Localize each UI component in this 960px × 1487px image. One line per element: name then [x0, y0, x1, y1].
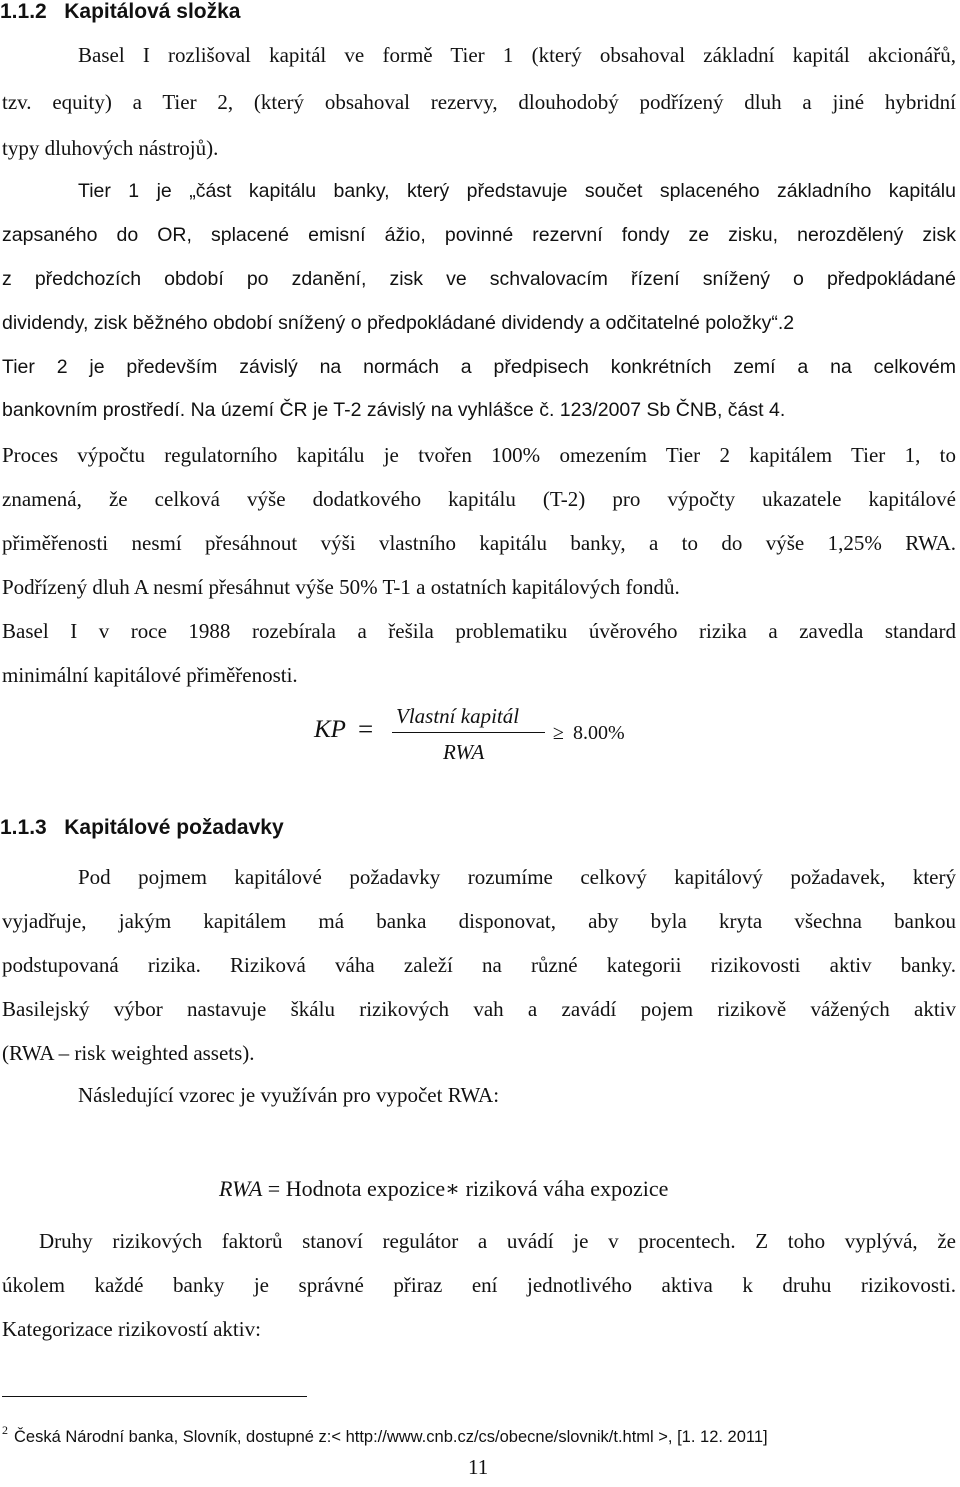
paragraph-line: typy dluhových nástrojů).	[2, 136, 219, 160]
page-number: 11	[468, 1455, 489, 1479]
paragraph-line: vyjadřuje, jakým kapitálem má banka disponovat, aby byla kryta všechna bankou	[2, 909, 956, 933]
formula-lhs: KP	[314, 716, 346, 743]
paragraph-line: podstupovaná rizika. Riziková váha zaleží na různé kategorii rizikovosti aktiv banky.	[2, 953, 956, 977]
formula-equals: =	[358, 714, 374, 744]
formula-term-b: riziková váha expozice	[465, 1176, 669, 1201]
paragraph-line: Basel I rozlišoval kapitál ve formě Tier 1 (který obsahoval základní kapitál akcionářů,	[78, 43, 956, 67]
paragraph-line: dividendy, zisk běžného období snížený o předpokládané dividendy a odčitatelné položky“.2	[2, 312, 795, 334]
paragraph-line: bankovním prostředí. Na území ČR je T-2 závislý na vyhlášce č. 123/2007 Sb ČNB, část 4.	[2, 399, 786, 421]
section-number: 1.1.2	[0, 0, 47, 23]
paragraph-line: Kategorizace rizikovostí aktiv:	[2, 1317, 261, 1341]
paragraph-line: znamená, že celková výše dodatkového kapitálu (T-2) pro výpočty ukazatele kapitálové	[2, 487, 956, 511]
section-heading-1-1-3	[0, 816, 284, 840]
paragraph-line: úkolem každé banky je správné přiraz ení jednotlivého aktiva k druhu rizikovosti.	[2, 1273, 956, 1297]
paragraph-line: přiměřenosti nesmí přesáhnout výši vlastního kapitálu banky, a to do výše 1,25% RWA.	[2, 531, 956, 555]
paragraph-line: Podřízený dluh A nesmí přesáhnut výše 50% T-1 a ostatních kapitálových fondů.	[2, 575, 680, 599]
section-title: Kapitálové požadavky	[64, 816, 284, 839]
paragraph-line: minimální kapitálové přiměřenosti.	[2, 663, 298, 687]
formula-numerator: Vlastní kapitál	[396, 704, 520, 728]
fraction-bar	[392, 732, 545, 733]
formula-equals: =	[267, 1176, 281, 1201]
paragraph-line: Pod pojmem kapitálové požadavky rozumíme celkový kapitálový požadavek, který	[78, 865, 956, 889]
formula-term-a: Hodnota expozice	[285, 1176, 446, 1201]
footnote-mark: 2	[2, 1423, 8, 1437]
section-number: 1.1.3	[0, 816, 47, 839]
paragraph-line: Proces výpočtu regulatorního kapitálu je tvořen 100% omezením Tier 2 kapitálem Tier 1, to	[2, 443, 956, 467]
footnote-separator	[2, 1396, 307, 1397]
paragraph-line: zapsaného do OR, splacené emisní ážio, povinné rezervní fondy ze zisku, nerozdělený zisk	[2, 224, 956, 246]
footnote-text: Česká Národní banka, Slovník, dostupné z:< http://www.cnb.cz/cs/obecne/slovnik/t.html >, [1. 12. 2011]	[14, 1428, 768, 1446]
paragraph-line: Basel I v roce 1988 rozebírala a řešila problematiku úvěrového rizika a zavedla standard	[2, 619, 956, 643]
formula-denominator: RWA	[443, 740, 485, 764]
formula-geq: ≥	[553, 722, 564, 744]
paragraph-line: Tier 1 je „část kapitálu banky, který představuje součet splaceného základního kapitálu	[78, 180, 956, 202]
formula-value: 8.00%	[573, 722, 625, 744]
paragraph-line: tzv. equity) a Tier 2, (který obsahoval rezervy, dlouhodobý podřízený dluh a jiné hybridní	[2, 90, 956, 114]
paragraph-line: Tier 2 je především závislý na normách a předpisech konkrétních zemí a na celkovém	[2, 356, 956, 378]
paragraph-line: Druhy rizikových faktorů stanoví regulátor a uvádí je v procentech. Z toho vyplývá, že	[39, 1229, 956, 1253]
formula-lhs: RWA	[219, 1176, 263, 1201]
section-title: Kapitálová složka	[64, 0, 241, 23]
rwa-formula	[219, 1176, 668, 1202]
paragraph-line: Následující vzorec je využíván pro vypočet RWA:	[78, 1083, 500, 1107]
paragraph-line: z předchozích období po zdanění, zisk ve schvalovacím řízení snížený o předpokládané	[2, 268, 956, 290]
paragraph-line: (RWA – risk weighted assets).	[2, 1041, 255, 1065]
section-heading-1-1-2	[0, 0, 240, 24]
formula-multiply: ∗	[445, 1176, 461, 1201]
paragraph-line: Basilejský výbor nastavuje škálu rizikových vah a zavádí pojem rizikově vážených aktiv	[2, 997, 956, 1021]
